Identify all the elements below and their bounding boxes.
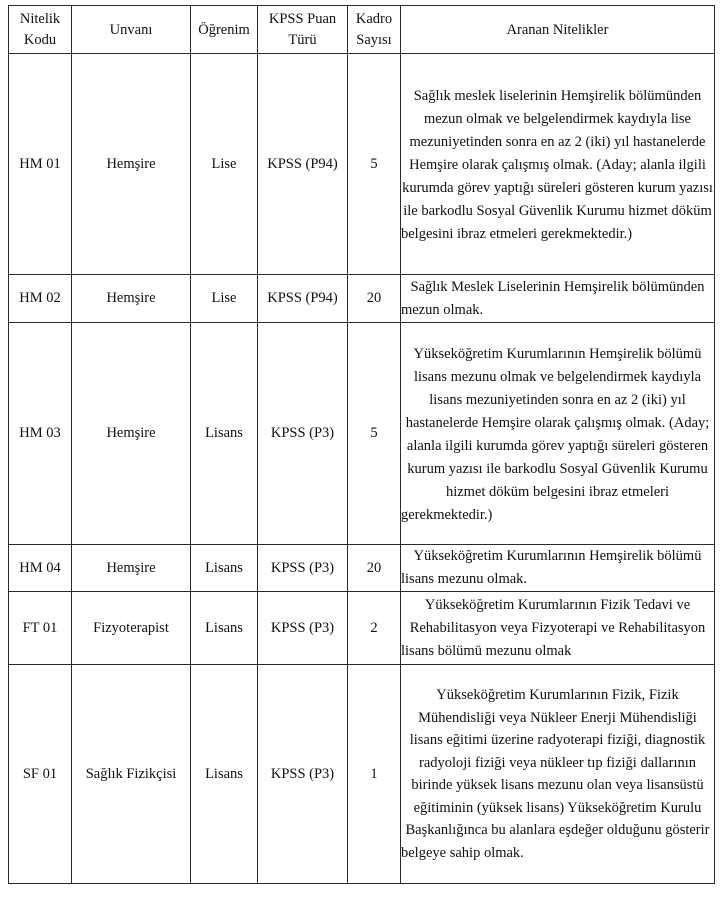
cell-requirements: Sağlık Meslek Liselerinin Hemşirelik bölümünden mezun olmak. — [401, 275, 715, 323]
cell-code: HM 01 — [9, 54, 72, 275]
cell-kpss: KPSS (P3) — [258, 665, 348, 884]
cell-title: Fizyoterapist — [72, 592, 191, 665]
table-row — [9, 323, 715, 545]
table-row — [9, 54, 715, 275]
header-row — [9, 6, 715, 54]
cell-title: Sağlık Fizikçisi — [72, 665, 191, 884]
table-row — [9, 275, 715, 323]
table-row — [9, 665, 715, 884]
cell-code: SF 01 — [9, 665, 72, 884]
cell-kpss: KPSS (P94) — [258, 54, 348, 275]
cell-code: FT 01 — [9, 592, 72, 665]
cell-kpss: KPSS (P3) — [258, 545, 348, 592]
cell-requirements: Yükseköğretim Kurumlarının Fizik, Fizik Mühendisliği veya Nükleer Enerji Mühendisliği lisans eğitimi üzerine radyoterapi fiziği, diagnostik radyoloji fiziği veya nükleer tıp fiziği dallarının birinde yüksek lisans mezunu olan veya lisansüstü eğitiminin (yüksek lisans) Yükseköğretim Kurulu Başkanlığınca bu alanlara eşdeğer olduğunu gösterir belgeye sahip olmak. — [401, 665, 715, 884]
cell-education: Lisans — [191, 592, 258, 665]
header-title: Unvanı — [72, 6, 191, 54]
cell-requirements: Yükseköğretim Kurumlarının Fizik Tedavi ve Rehabilitasyon veya Fizyoterapi ve Rehabilitasyon lisans bölümü mezunu olmak — [401, 592, 715, 665]
cell-quota: 2 — [348, 592, 401, 665]
cell-title: Hemşire — [72, 323, 191, 545]
cell-quota: 20 — [348, 545, 401, 592]
cell-requirements: Yükseköğretim Kurumlarının Hemşirelik bölümü lisans mezunu olmak ve belgelendirmek kaydıyla lisans mezuniyetinden sonra en az 2 (iki) yıl hastanelerde Hemşire olarak çalışmış olmak. (Aday; alanla ilgili kurumda görev yaptığı süreleri gösteren kurum yazısı ile barkodlu Sosyal Güvenlik Kurumu hizmet döküm belgesini ibraz etmeleri gerekmektedir.) — [401, 323, 715, 545]
table-row — [9, 545, 715, 592]
cell-code: HM 03 — [9, 323, 72, 545]
cell-education: Lise — [191, 54, 258, 275]
cell-requirements: Sağlık meslek liselerinin Hemşirelik bölümünden mezun olmak ve belgelendirmek kaydıyla lise mezuniyetinden sonra en az 2 (iki) yıl hastanelerde Hemşire olarak çalışmış olmak. (Aday; alanla ilgili kurumda görev yaptığı süreleri gösteren kurum yazısı ile barkodlu Sosyal Güvenlik Kurumu hizmet döküm belgesini ibraz etmeleri gerekmektedir.) — [401, 54, 715, 275]
cell-requirements: Yükseköğretim Kurumlarının Hemşirelik bölümü lisans mezunu olmak. — [401, 545, 715, 592]
cell-education: Lisans — [191, 323, 258, 545]
job-requirements-table — [8, 5, 715, 884]
header-education: Öğrenim — [191, 6, 258, 54]
cell-education: Lisans — [191, 545, 258, 592]
header-quota: Kadro Sayısı — [348, 6, 401, 54]
header-requirements: Aranan Nitelikler — [401, 6, 715, 54]
cell-title: Hemşire — [72, 54, 191, 275]
cell-kpss: KPSS (P3) — [258, 592, 348, 665]
cell-title: Hemşire — [72, 275, 191, 323]
cell-kpss: KPSS (P94) — [258, 275, 348, 323]
header-kpss: KPSS Puan Türü — [258, 6, 348, 54]
cell-kpss: KPSS (P3) — [258, 323, 348, 545]
table-row — [9, 592, 715, 665]
header-code: Nitelik Kodu — [9, 6, 72, 54]
cell-title: Hemşire — [72, 545, 191, 592]
cell-quota: 20 — [348, 275, 401, 323]
cell-code: HM 02 — [9, 275, 72, 323]
cell-code: HM 04 — [9, 545, 72, 592]
cell-quota: 5 — [348, 323, 401, 545]
cell-education: Lise — [191, 275, 258, 323]
cell-quota: 5 — [348, 54, 401, 275]
cell-education: Lisans — [191, 665, 258, 884]
cell-quota: 1 — [348, 665, 401, 884]
